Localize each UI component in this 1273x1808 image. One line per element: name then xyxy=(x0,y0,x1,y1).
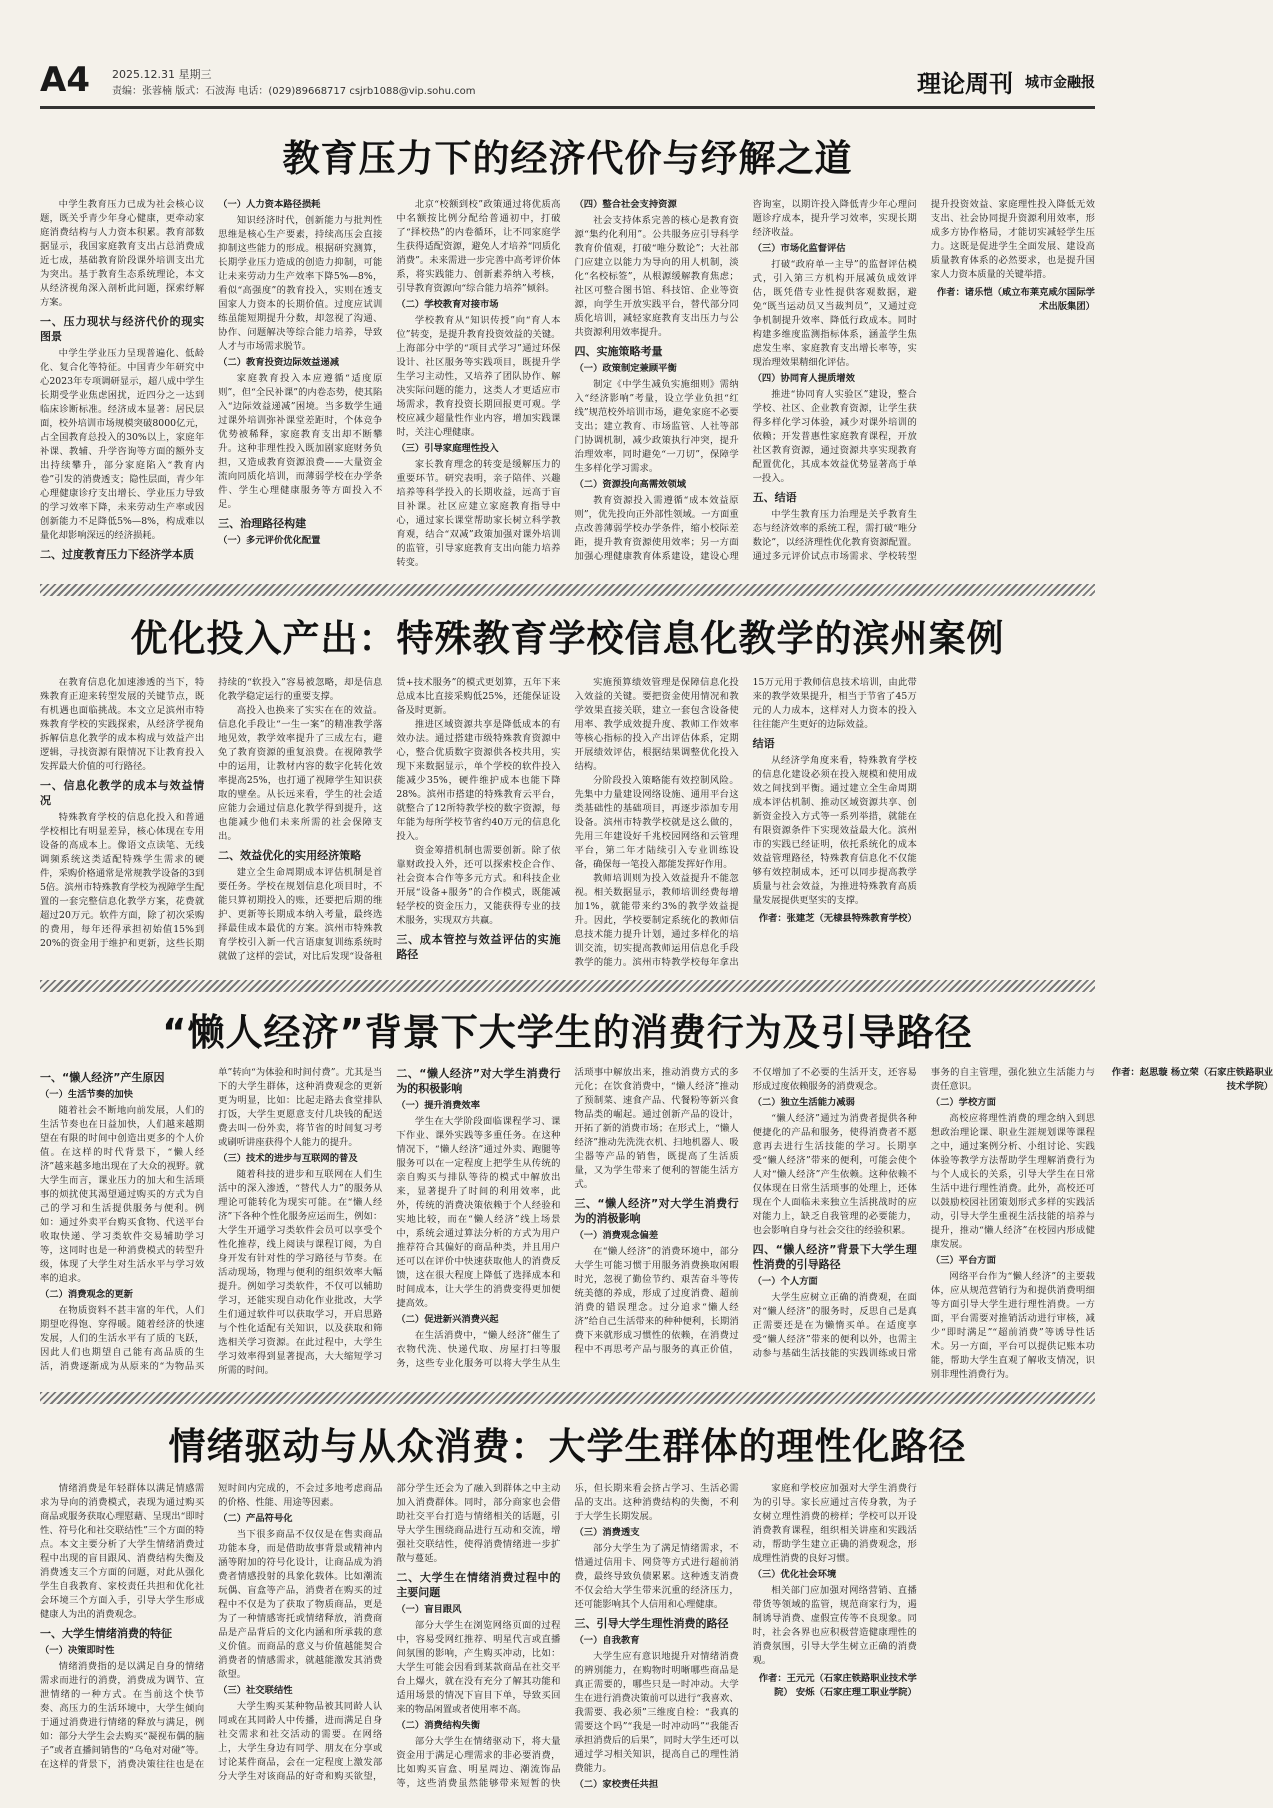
paragraph: 网络平台作为“懒人经济”的主要载体，应从规范营销行为和提供消费明细等方面引导大学生进行理性消费。一方面，平台需要对推销活动进行审核，减少“即时满足”“超前消费”等诱导性话术。另一方面，平台可以提供记账本功能，帮助大学生直观了解收支情况，识别非理性消费行为。 xyxy=(930,1271,1095,1380)
paragraph: 家庭和学校应加强对大学生消费行为的引导。家长应通过言传身教，为子女树立理性消费的榜样；学校可以开设消费教育课程，组织相关讲座和实践活动，帮助学生建立正确的消费观念，形成理性消费的良好习惯。 xyxy=(752,1483,917,1564)
article-4-title: 情绪驱动与从众消费：大学生群体的理性化路径 xyxy=(168,1425,967,1468)
paragraph: 在“懒人经济”的消费环境中，部分大学生可能习惯于用服务消费换取闲暇时光，忽视了勤俭节约、艰苦奋斗等传统美德的养成，形成了过度消费、超前消费的错误理念。过分追求“懒人经济”给自己生活带来的种种便利，长期消费下来就形成习惯性的依赖，在消费过程中不再思考产品与服务的真正价值，不仅增加了不必要的生活开支，还容易形成过度依赖服务的消费观念。 xyxy=(574,1067,917,1355)
subsection-heading: （二）促进新兴消费兴起 xyxy=(396,1314,499,1325)
article-2-title: 优化投入产出：特殊教育学校信息化教学的滨州案例 xyxy=(130,617,1005,660)
paragraph: 教师培训则为投入效益提升不能忽视。相关数据显示，教师培训经费每增加1%，就能带来约3%的教学效益提升。因此，学校要制定系统化的教师信息技术能力提升计划，通过多样化的培训交流，切实提高教师运用信息化手段教学的能力。滨州市特教学校每年拿出15万元用于教师信息技术培训，由此带来的教学效果提升，相当于节省了45万元的人力成本，这样对人力资本的投入往往能产生更好的边际效益。 xyxy=(574,677,917,968)
article-2-columns xyxy=(40,676,1095,972)
masthead-rule xyxy=(40,106,1095,109)
paragraph: 高投入也换来了实实在在的效益。信息化手段让“一生一案”的精准教学落地见效，教学效率提升了三成左右，避免了教育资源的重复浪费。在视障教学中的运用，让教材内容的数字化转化效率提高25%，也打通了视障学生知识获取的壁垒。从长远来看，学生的社会适应能力会通过信息化教学得到提升，这也能减少他们未来所需的社会保障支出。 xyxy=(218,705,383,842)
paragraph: 在教育信息化加速渗透的当下，特殊教育正迎来转型发展的关键节点，既有机遇也面临挑战。本文立足滨州市特殊教育学校的实践探索，从经济学视角拆解信息化教学的成本构成与效益产出逻辑，寻找资源有限情况下让教育投入发挥最大价值的可行路径。 xyxy=(40,677,205,772)
subsection-heading: （四）协同育人提质增效 xyxy=(752,373,855,384)
date-line: 2025.12.31 星期三 xyxy=(112,68,212,81)
article-4-columns xyxy=(40,1482,1095,1794)
paragraph: 打破“政府单一主导”的监督评估模式，引入第三方机构开展减负成效评估，既凭借专业性提供客观数据，避免“既当运动员又当裁判员”，又通过竞争机制提升效率、降低行政成本。同时构建多维度监测指标体系，涵盖学生焦虑发生率、家庭教育支出增长率等，实现治理效果精细化评估。 xyxy=(752,259,917,368)
paragraph: 资金筹措机制也需要创新。除了依靠财政投入外，还可以探索校企合作、社会资本合作等多元方式。和科技企业开展“设备+服务”的合作模式，既能减轻学校的资金压力，又能获得专业的技术服务，实现双方共赢。 xyxy=(396,845,561,926)
author-line: 作者：张建芝（无棣县特殊教育学校） xyxy=(758,913,917,924)
paragraph: 随着科技的进步和互联网在人们生活中的深入渗透，“替代人力”的服务从理论可能转化为现实可能。在“懒人经济”下各种个性化服务应运而生，例如：大学生开通学习类软件会员可以享受个性化推荐，线上阅读与课程订阅，为自身开发有针对性的学习路径与节奏。在活动现场，物理与便利的组织效率大幅提升。例如学习类软件，不仅可以辅助学习，还能实现自动化作业批改，大学生们通过软件可以获取学习，开启思路与个性化适配有关知识，以及获取和筛选相关学习资源。在此过程中，大学生学习效率得到显著提高，大大缩短学习所需的时间。 xyxy=(218,1169,383,1376)
article-3-body xyxy=(40,1066,1273,1384)
subsection-heading: （三）市场化监督评估 xyxy=(752,243,846,254)
paragraph: 实施预算绩效管理是保障信息化投入效益的关键。要把资金使用情况和教学效果直接关联，建立一套包含设备使用率、教学成效提升度、教师工作效率等核心指标的投入产出评估体系，定期开展绩效评估，根据结果调整优化投入结构。 xyxy=(574,677,739,772)
section-heading: 三、引导大学生理性消费的路径 xyxy=(574,1617,729,1630)
subsection-heading: （二）教育投资边际效益递减 xyxy=(218,357,340,368)
subsection-heading: （一）消费观念偏差 xyxy=(574,1230,659,1241)
paragraph: 当下很多商品不仅仅是在售卖商品功能本身，而是借助故事背景或精神内涵等附加的符号化设计，让商品成为消费者情感投射的具象化载体。比如潮流玩偶、盲盒等产品，消费者在购买的过程中不仅是为了获取了物质商品，更是为了一种情感寄托或情绪释放，消费商品是产品背后的文化内涵和所承载的意义价值。而商品的意义与价值越能契合消费者的情感需求，就越能激发其消费欲望。 xyxy=(218,1529,383,1680)
paragraph: 部分大学生为了满足情绪需求，不惜通过信用卡、网贷等方式进行超前消费，最终导致负债累累。这种透支消费不仅会给大学生带来沉重的经济压力，还可能影响其个人信用和心理健康。 xyxy=(574,1543,739,1610)
paragraph: 推进“协同育人实验区”建设，整合学校、社区、企业教育资源，让学生获得多样化学习体验，减少对课外培训的依赖；开发普惠性家庭教育课程，开放社区教育资源，通过资源共享实现教育配置优化，其成本效益优势显著高于单一投入。 xyxy=(752,389,917,484)
subsection-heading: （一）人力资本路径损耗 xyxy=(218,199,321,210)
paragraph: 部分大学生在情绪驱动下，将大量资金用于满足心理需求的非必要消费，比如购买盲盒、明星周边、潮流饰品等，这些消费虽然能够带来短暂的快乐，但长期来看会挤占学习、生活必需品的支出。这种消费结构的失衡，不利于大学生长期发展。 xyxy=(396,1483,739,1789)
page-number: A4 xyxy=(40,60,90,100)
section-heading: 四、实施策略考量 xyxy=(574,345,663,358)
section-heading: 结语 xyxy=(752,737,775,750)
subsection-heading: （三）优化社会环境 xyxy=(752,1569,837,1580)
article-2-body xyxy=(40,676,1095,972)
paragraph: 高校应将理性消费的理念纳入到思想政治理论课、职业生涯规划课等课程之中，通过案例分析、小组讨论、实践体验等教学方法帮助学生理解消费行为与个人成长的关系，引导大学生在日常生活中进行理性消费。此外，高校还可以鼓励校园社团策划形式多样的实践活动，引导大学生重视生活技能的培养与提升，推动“懒人经济”在校园内形成健康发展。 xyxy=(930,1113,1095,1250)
subsection-heading: （一）盲目跟风 xyxy=(396,1604,462,1615)
paragraph: 中学生学业压力呈现普遍化、低龄化、复合化等特征。中国青少年研究中心2023年专项调研显示，超八成中学生长期受学业焦虑困扰，近四分之一达到临床诊断标准。经济成本显著：居民层面，校外培训市场规模突破8000亿元，占全国教育总投入的30%以上，家庭年补课、教辅、升学咨询等方面的额外支出持续攀升，部分家庭陷入“教育内卷”引发的消费透支；隐性层面，青少年心理健康诊疗支出增长、学业压力导致的学习效率下降，未来劳动生产率或因创新能力不足降低5%—8%，构成难以量化却影响深远的经济损耗。 xyxy=(40,348,205,541)
section-heading: 三、“懒人经济”对大学生消费行为的消极影响 xyxy=(574,1197,739,1225)
paragraph: 知识经济时代，创新能力与批判性思维是核心生产要素，持续高压会直接抑制这些能力的形成。根据研究测算，长期学业压力造成的创造力抑制，可能让未来劳动力生产效率下降5%—8%，看似“高强度”的教育投入，实则在透支国家人力资本的长期价值。过度应试训练虽能短期提升分数，却忽视了沟通、协作、问题解决等综合能力培养，导致人才与市场需求脱节。 xyxy=(218,215,383,352)
paragraph: 分阶段投入策略能有效控制风险。先集中力量建设网络设施、通用平台这类基础性的基础项目，再逐步添加专用设备。滨州市特教学校就是这么做的，先用三年建设好千兆校园网络和云管理平台，第二年才陆续引入专业训练设备，确保每一笔投入都能发挥好作用。 xyxy=(574,775,739,870)
paragraph: 学校教育从“知识传授”向“育人本位”转变，是提升教育投资效益的关键。上海部分中学的“项目式学习”通过环保设计、社区服务等实践项目，既提升学生学习主动性，又培养了团队协作、解决实际问题的能力，这类人才更适应市场需求，教育投资长期回报更可观。学校应减少超量性作业内容，增加实践课时，关注心理健康。 xyxy=(396,315,561,438)
masthead xyxy=(40,60,1095,110)
author-line: 作者：王元元（石家庄铁路职业技术学院） 安烁（石家庄理工职业学院） xyxy=(758,1673,917,1698)
paragraph: 制定《中学生减负实施细则》需纳入“经济影响”考量，设立学业负担“红线”规范校外培训市场，避免家庭不必要支出；建立教育、市场监管、人社等部门协调机制，减少政策执行冲突，提升治理效率，同时避免“一刀切”，保障学生多样化学习需求。 xyxy=(574,379,739,474)
paragraph: 大学生购买某种物品被其同龄人认同或在其同龄人中传播，进而满足自身社交需求和社交活动的需要。在网络上，大学生身边有同学、朋友在分享或讨论某件商品，会在一定程度上激发部分大学生对该商品的好奇和购买欲望，部分学生还会为了融入到群体之中主动加入消费群体。同时，部分商家也会借助社交平台打造与情绪相关的话题，引导大学生围绕商品进行互动和交流，增强社交联结性，使得消费情绪进一步扩散与蔓延。 xyxy=(218,1483,561,1782)
subsection-heading: （二）家校责任共担 xyxy=(574,1779,659,1790)
paragraph: 中学生教育压力已成为社会核心议题，既关乎青少年身心健康，更牵动家庭消费结构与人力资本积累。教育部数据显示，我国家庭教育支出占总消费成近七成，基础教育阶段课外培训支出尤为突出。基于教育生态系统理论，本文从经济视角深入剖析此问题，探索纾解方案。 xyxy=(40,199,205,308)
subsection-heading: （三）消费透支 xyxy=(574,1527,640,1538)
subsection-heading: （一）个人方面 xyxy=(752,1276,818,1287)
paragraph: 特殊教育学校的信息化投入和普通学校相比有明显差异，核心体现在专用设备的高成本上。像语文点读笔、无线调频系统这类适配特殊学生需求的硬件，采购价格通常是常规教学设备的3到5倍。滨州市特殊教育学校为视障学生配置的一套完整信息化教学方案，花费就超过20万元。软件方面，除了初次采购的费用，每年还得承担初始值15%到20%的资金用于维护和更新，这些长期持续的“软投入”容易被忽略，却是信息化教学稳定运行的重要支撑。 xyxy=(40,677,383,949)
subsection-heading: （四）整合社会支持资源 xyxy=(574,199,677,210)
paragraph: “懒人经济”通过为消费者提供各种便捷化的产品和服务，使得消费者不愿意再去进行生活技能的学习。长期享受“懒人经济”带来的便利，可能会使个人对“懒人经济”产生依赖。这种依赖不仅体现在日常生活琐事的处理上，还体现在个人面临未来独立生活挑战时的应对能力上，缺乏自我管理的必要能力，也会影响自身与社会交往的经验积累。 xyxy=(752,1113,917,1236)
paragraph: 中学生教育压力治理是关乎教育生态与经济效率的系统工程，需打破“唯分数论”，以经济理性优化教育资源配置。通过多元评价试点市场需求、学校转型提升投资效益、家庭理性投入降低无效支出、社会协同提升资源利用效率，形成多方协作格局，才能切实减轻学生压力。这既是促进学生全面发展、建设高质量教育体系的必然要求，也是提升国家人力资本质量的关键举措。 xyxy=(752,199,1095,562)
column-name: 理论周刊 xyxy=(917,70,1013,98)
author-line: 作者：诸乐恺（咸立布莱克咸尔国际学术出版集团） xyxy=(936,287,1095,312)
section-heading: 四、“懒人经济”背景下大学生理性消费的引导路径 xyxy=(752,1243,917,1271)
subsection-heading: （二）产品符号化 xyxy=(218,1513,293,1524)
subsection-heading: （一）自我教育 xyxy=(574,1635,640,1646)
section-divider xyxy=(40,980,1095,992)
paragraph: 部分大学生在浏览网络页面的过程中，容易受网红推荐、明星代言或直播间氛围的影响，产生购买冲动，比如：大学生可能会因看到某款商品在社交平台上爆火，就在没有充分了解其功能和适用场景的情况下盲目下单，导致买回来的物品闲置或者使用率不高。 xyxy=(396,1620,561,1715)
paragraph: 相关部门应加强对网络营销、直播带货等领域的监管，规范商家行为，遏制诱导消费、虚假宣传等不良现象。同时，社会各界也应积极营造健康理性的消费氛围，引导大学生树立正确的消费观。 xyxy=(752,1585,917,1666)
subsection-heading: （三）引导家庭理性投入 xyxy=(396,443,499,454)
subsection-heading: （二）消费观念的更新 xyxy=(40,1289,133,1300)
paper-name: 城市金融报 xyxy=(1025,75,1095,91)
author-line: 作者：赵思璇 杨立荣（石家庄铁路职业技术学院） xyxy=(1111,1067,1273,1092)
staff-line: 责编：张蓉楠 版式：石波海 电话：(029)89668717 csjrb1088@vip.sohu.com xyxy=(112,86,476,97)
section-heading: 一、压力现状与经济代价的现实图景 xyxy=(40,315,205,343)
paragraph: 学生在大学阶段面临课程学习、课下作业、课外实践等多重任务。在这种情况下，“懒人经济”通过外卖、跑腿等服务可以在一定程度上把学生从传统的亲自购买与排队等待的模式中解放出来，显著提升了时间的利用效率，此外，传统的消费决策依赖于个人经验和实地比较，而在“懒人经济”线上场景中，系统会通过算法分析的方式为用户推荐符合其偏好的商品种类，并且用户还可以在评价中快速获取他人的消费反馈，这在很大程度上降低了选择成本和时间成本，让大学生的消费变得更加便捷高效。 xyxy=(396,1116,561,1309)
section-heading: 一、“懒人经济”产生原因 xyxy=(40,1071,165,1084)
subsection-heading: （一）提升消费效率 xyxy=(396,1100,480,1111)
subsection-heading: （二）消费结构失衡 xyxy=(396,1720,480,1731)
section-heading: 二、效益优化的实用经济策略 xyxy=(218,849,362,862)
paragraph: 家庭教育投入本应遵循“适度原则”，但“全民补课”的内卷态势，使其陷入“边际效益递减”困境。当多数学生通过课外培训弥补课堂差距时，个体竞争优势被稀释，家庭教育支出却不断攀升。这种非理性投入既加剧家庭财务负担，又造成教育资源浪费——大量资金流向同质化培训，而薄弱学校在办学条件、学生心理健康服务等方面投入不足。 xyxy=(218,373,383,510)
subsection-heading: （一）生活节奏的加快 xyxy=(40,1089,133,1100)
paragraph: 家长教育理念的转变是缓解压力的重要环节。研究表明，亲子陪伴、兴趣培养等科学投入的长期收益，远高于盲目补课。社区应建立家庭教育指导中心，通过家长课堂帮助家长树立科学教育观，结合“双减”政策加强对课外培训的监管，引导家庭教育支出向能力培养转变。 xyxy=(396,459,561,568)
paragraph: 北京“校额到校”政策通过将优质高中名额按比例分配给普通初中，打破了“择校热”的内卷循环，让不同家庭学生获得适配资源，避免人才培养“同质化消费”。未来需进一步完善中高考评价体系，将实践能力、创新素养纳入考核，引导教育资源向“综合能力培养”倾斜。 xyxy=(396,199,561,294)
section-heading: 二、过度教育压力下经济学本质 xyxy=(40,548,194,561)
section-heading: 二、大学生在情绪消费过程中的主要问题 xyxy=(396,1571,561,1599)
subsection-heading: （一）多元评价优化配置 xyxy=(218,535,321,546)
subsection-heading: （一）决策即时性 xyxy=(40,1645,115,1656)
section-divider xyxy=(40,584,1095,596)
paragraph: 建立全生命周期成本评估机制是首要任务。学校在规划信息化项目时，不能只算初期投入的账，还要把后期的维护、更新等长期成本纳入考量，最终选择最佳成本最优的方案。滨州市特殊教育学校引入新一代言语康复训练系统时就做了这样的尝试，对比后发现“设备租赁+技术服务”的模式更划算，五年下来总成本比直接采购低25%，还能保证设备及时更新。 xyxy=(218,677,561,962)
subsection-heading: （二）资源投向高需效领域 xyxy=(574,479,687,490)
article-3-columns xyxy=(40,1066,1273,1384)
article-1-body xyxy=(40,198,1095,576)
article-3-title: “懒人经济”背景下大学生的消费行为及引导路径 xyxy=(162,1011,973,1054)
subsection-heading: （三）技术的进步与互联网的普及 xyxy=(218,1153,358,1164)
paragraph: 随着社会不断地向前发展，人们的生活节奏也在日益加快，人们越来越期望在有限的时间中创造出更多的个人价值。在这样的时代背景下，“懒人经济”越来越多地出现在了大众的视野。就大学生而言，课业压力的加大和生活琐事的烦扰使其渴望通过购买的方式为自己的学习和生活提供服务与便利。例如：通过外卖平台购买食物、代送平台收取快递、学习类软件交易辅助学习等，这同时也是一种消费模式的转型升级，体现了大学生对生活水平与学习效率的追求。 xyxy=(40,1105,205,1284)
section-heading: 三、成本管控与效益评估的实施路径 xyxy=(396,933,561,961)
section-heading: 三、治理路径构建 xyxy=(218,517,307,530)
paragraph: 从经济学角度来看，特殊教育学校的信息化建设必须在投入规模和使用成效之间找到平衡。通过建立全生命周期成本评估机制、推动区域资源共享、创新资金投入方式等一系列举措，就能在有限资源条件下实现效益最大化。滨州市的实践已经证明，依托系统化的成本效益管理路径，特殊教育信息化不仅能够有效控制成本，还可以同步提高教学质量与社会效益，为推进特殊教育高质量发展提供更坚实的支撑。 xyxy=(752,755,917,906)
section-heading: 二、“懒人经济”对大学生消费行为的积极影响 xyxy=(396,1067,561,1095)
paragraph: 大学生应树立正确的消费观，在面对“懒人经济”的服务时，反思自己是真正需要还是在为懒惰买单。在适度享受“懒人经济”带来的便利以外，也需主动参与基础生活技能的实践训练或日常事务的自主管理，强化独立生活能力与责任意识。 xyxy=(752,1067,1095,1359)
paragraph: 情绪消费是年轻群体以满足情感需求为导向的消费模式，表现为通过购买商品或服务获取心理慰藉、呈现出“即时性、符号化和社交联结性”三个方面的特点。本文主要分析了大学生情绪消费过程中出现的盲目跟风、消费结构失衡及消费透支三个方面的问题，对此从强化学生自我教育、家校责任共担和优化社会环境三个方面入手，引导大学生形成健康人为出的消费观念。 xyxy=(40,1483,205,1620)
paragraph: 教育资源投入需遵循“成本效益原则”，优先投向正外部性领域。一方面重点改善薄弱学校办学条件，缩小校际差距，提升教育资源使用效率；另一方面加强心理健康教育体系建设，建设心理咨询室，以期许投入降低青少年心理问题诊疗成本，提升学习效率，实现长期经济收益。 xyxy=(574,199,917,562)
paragraph: 在生活消费中，“懒人经济”催生了衣物代洗、快递代取、房屋打扫等服务，这些专业化服务可以将大学生从生活琐事中解放出来，推动消费方式的多元化；在饮食消费中，“懒人经济”推动了预制菜、速食产品、代餐粉等新兴食物品类的崛起。通过创新产品的设计，开拓了新的消费市场；在形式上，“懒人经济”推动先洗洗衣机、扫地机器人、吸尘器等产品的销售，既提高了生活质量，又为学生带来了便利的智能生活方式。 xyxy=(396,1067,739,1369)
section-heading: 一、大学生情绪消费的特征 xyxy=(40,1627,172,1640)
subsection-heading: （二）独立生活能力减弱 xyxy=(752,1097,855,1108)
subsection-heading: （二）学校教育对接市场 xyxy=(396,299,499,310)
subsection-heading: （三）社交联结性 xyxy=(218,1685,293,1696)
paragraph: 情绪消费指的是以满足自身的情绪需求而进行的消费，消费成为调节、宣泄情绪的一种方式。在当前这个快节奏、高压力的生活环境中，大学生倾向于通过消费进行情绪的释放与满足，例如：部分大学生会去购买“凝视布偶的脑子”或者直播间销售的“乌龟对对碰”等。在这样的背景下，消费决策往往也是在短时间内完成的，不会过多地考虑商品的价格、性能、用途等因素。 xyxy=(40,1483,383,1770)
article-4-body xyxy=(40,1482,1095,1794)
section-heading: 五、结语 xyxy=(752,491,797,504)
article-1-columns xyxy=(40,198,1095,576)
paragraph: 大学生应有意识地提升对情绪消费的辨别能力，在购物时明晰哪些商品是真正需要的，哪些只是一时冲动。大学生在进行消费决策前可以进行“我喜欢、我需要、我必须”三维度自检：“我真的需要这个吗”“我是一时冲动吗”“我能否承担消费后的后果”，同时大学生还可以通过学习相关知识，提高自己的理性消费能力。 xyxy=(574,1651,739,1774)
subsection-heading: （三）平台方面 xyxy=(930,1255,996,1266)
subsection-heading: （二）学校方面 xyxy=(930,1097,996,1108)
paragraph: 社会支持体系完善的核心是教育资源“集约化利用”。公共服务应引导科学教育价值观，打破“唯分数论”；大社部门应建立以能力为导向的用人机制，淡化“名校标签”，从根源缓解教育焦虑；社区可整合图书馆、科技馆、企业等资源，向学生开放实践平台，替代部分同质化培训，减轻家庭教育支出压力与公共资源利用效率提升。 xyxy=(574,215,739,338)
article-1-title: 教育压力下的经济代价与纾解之道 xyxy=(282,137,853,180)
section-heading: 一、信息化教学的成本与效益情况 xyxy=(40,779,205,807)
section-divider xyxy=(40,1392,1095,1404)
subsection-heading: （一）政策制定兼顾平衡 xyxy=(574,363,677,374)
paragraph: 推进区域资源共享是降低成本的有效办法。通过搭建市级特殊教育资源中心，整合优质数字资源供各校共用，实现下来数据显示，单个学校的软件投入能减少35%，硬件维护成本也能下降28%。滨州市搭建的特殊教育云平台，就整合了12所特教学校的数字资源，每年能为每所学校节省约40万元的信息化投入。 xyxy=(396,719,561,842)
paragraph: 在物质资料不甚丰富的年代，人们期望吃得饱、穿得暖。随着经济的快速发展，人们的生活水平有了质的飞跃，因此人们也期望自己能有高品质的生活，消费逐渐成为从原来的“为物品买单”转向“为体验和时间付费”。尤其是当下的大学生群体，这种消费观念的更新更为明显，比如：比起走路去食堂排队打饭，大学生更愿意支付几块钱的配送费去叫一份外卖，将节省的时间复习考或刷听讲座获得个人能力的提升。 xyxy=(40,1067,383,1372)
